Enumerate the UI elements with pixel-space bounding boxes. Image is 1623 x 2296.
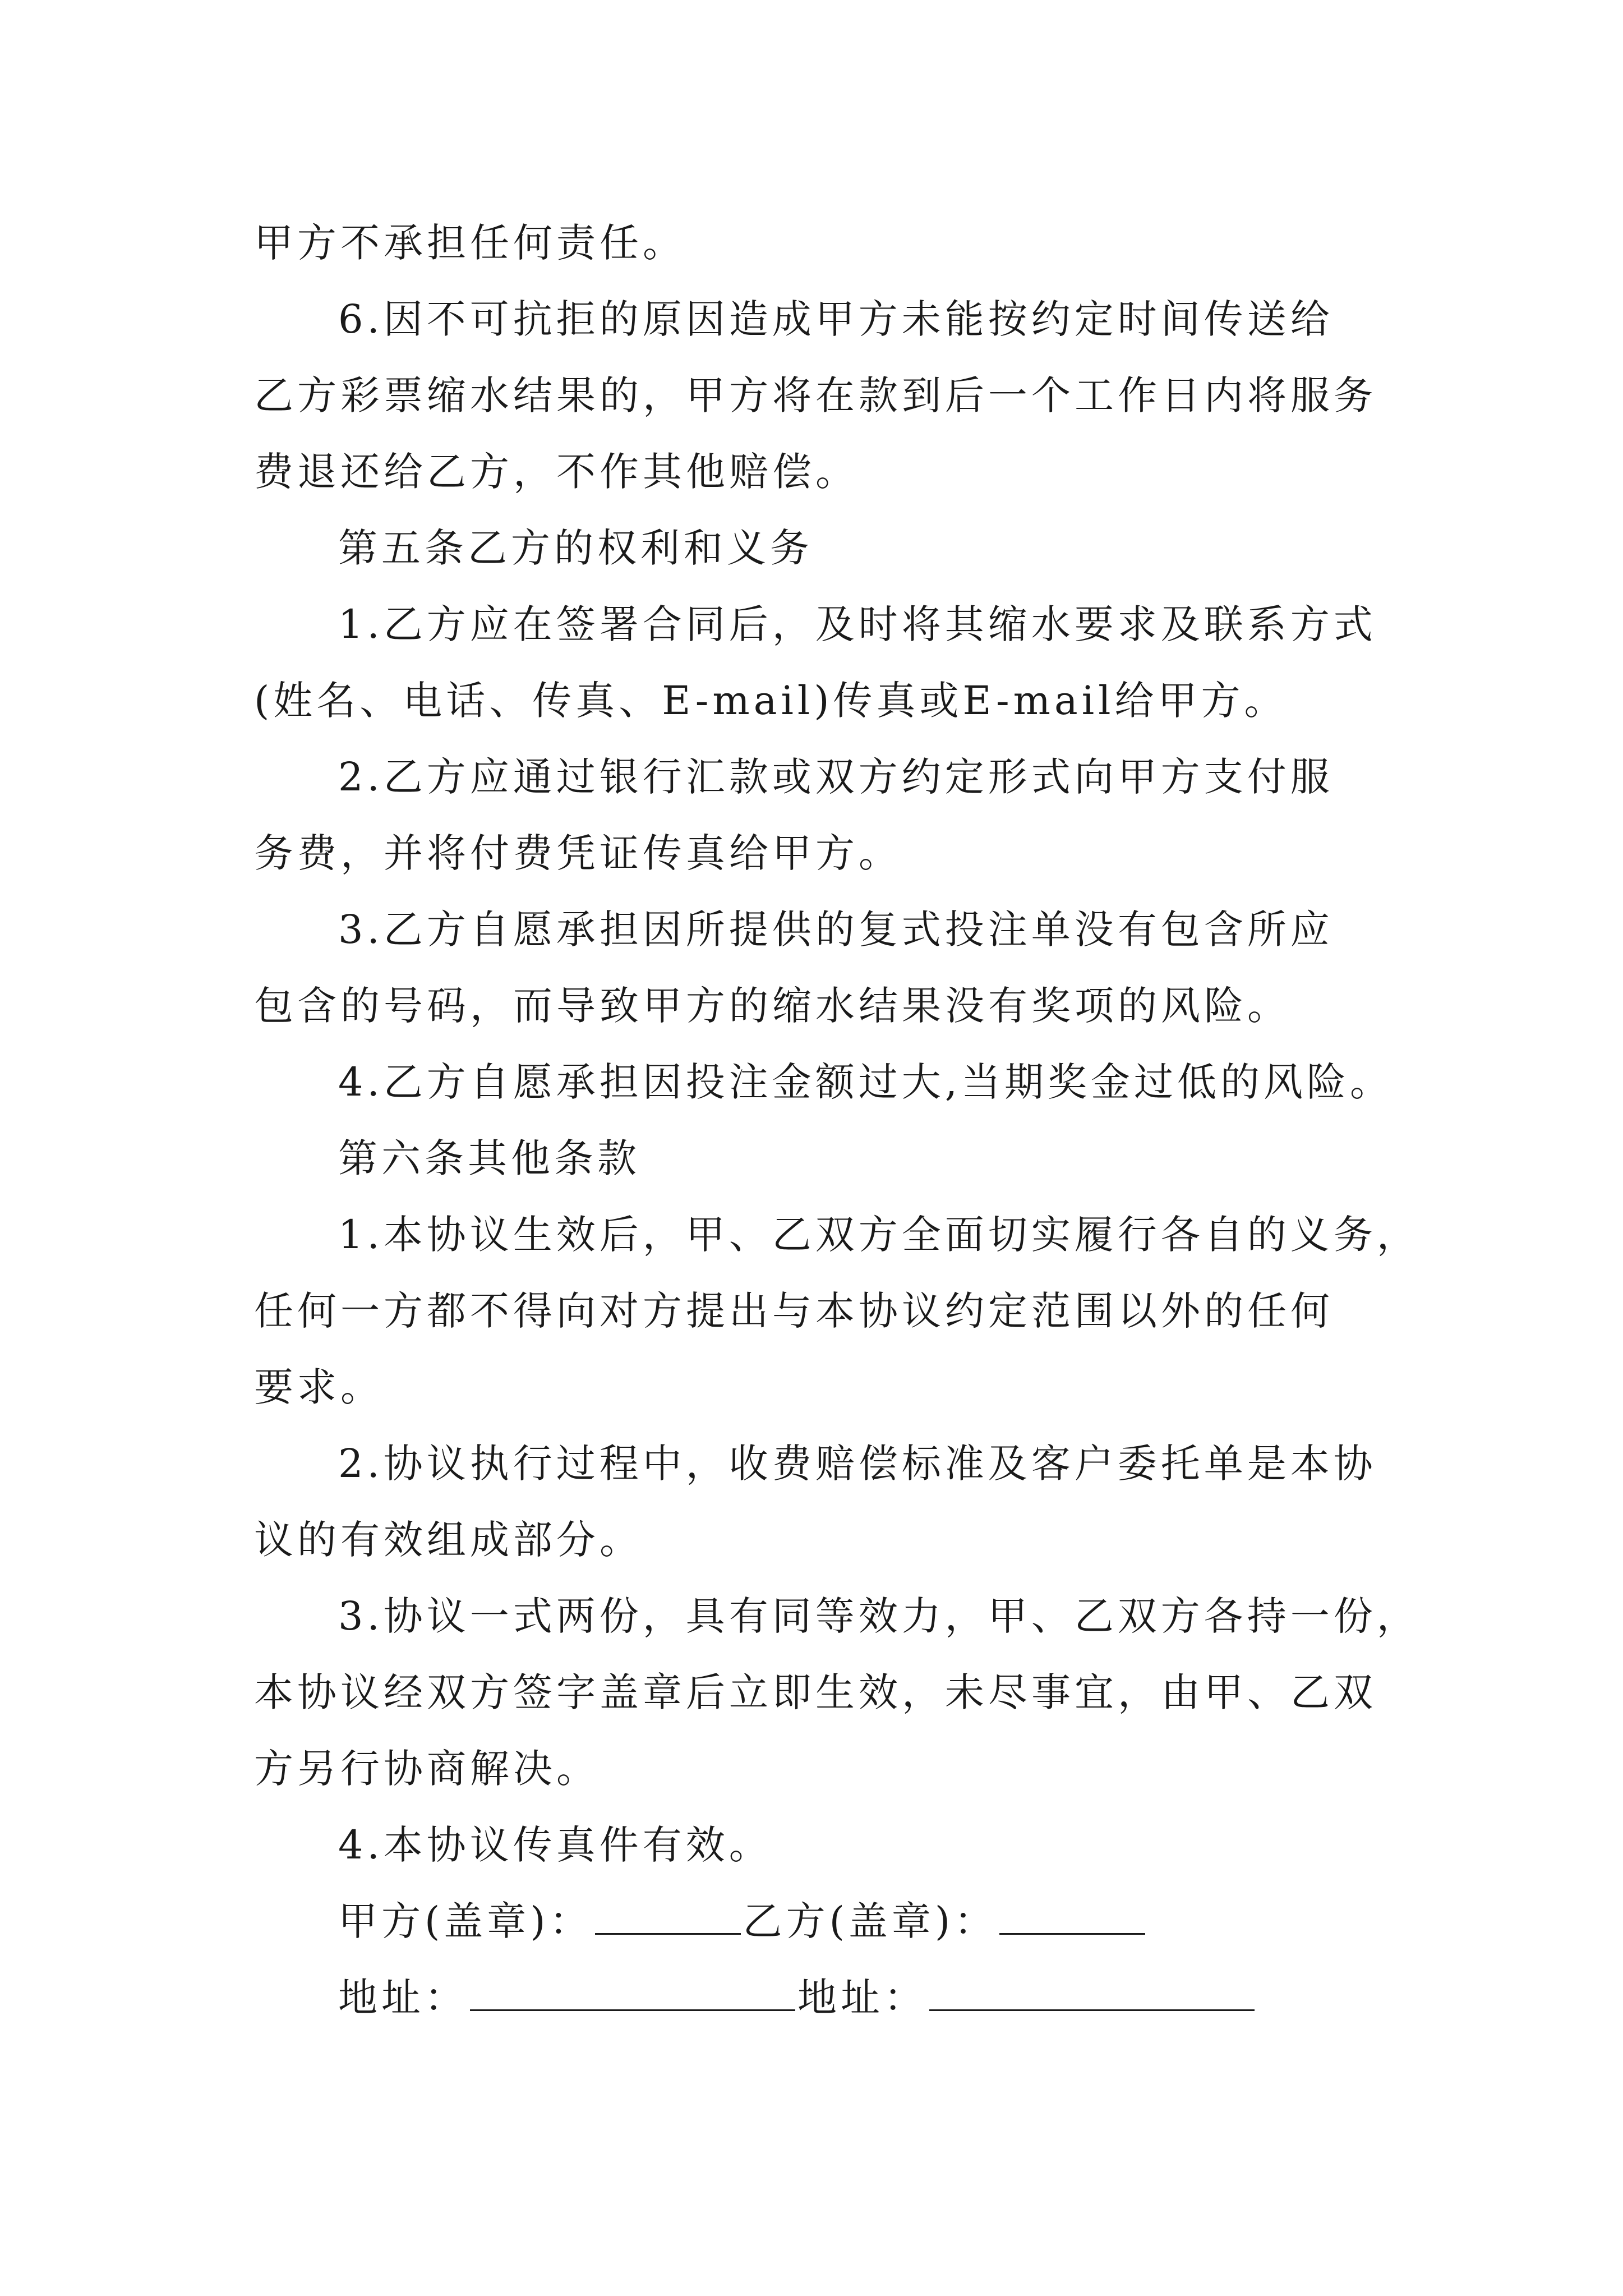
text-line: 甲方不承担任何责任。 [254, 220, 686, 266]
text-line: 要求。 [254, 1364, 384, 1410]
text-line: 6.因不可抗拒的原因造成甲方未能按约定时间传送给 [338, 296, 1334, 342]
text-line: 2.协议执行过程中，收费赔偿标准及客户委托单是本协 [338, 1441, 1377, 1487]
text-line: 4.本协议传真件有效。 [338, 1822, 772, 1868]
party-b-seal-label: 乙方(盖章)： [743, 1898, 998, 1944]
text-line: 包含的号码，而导致甲方的缩水结果没有奖项的风险。 [254, 983, 1290, 1029]
party-a-seal-blank [595, 1899, 741, 1935]
section-heading: 第六条其他条款 [338, 1135, 640, 1181]
party-b-address-label: 地址： [797, 1975, 927, 2021]
text-line: 1.乙方应在签署合同后，及时将其缩水要求及联系方式 [338, 601, 1377, 647]
party-a-seal-label: 甲方(盖章)： [338, 1898, 593, 1944]
text-line: 4.乙方自愿承担因投注金额过大,当期奖金过低的风险。 [338, 1059, 1394, 1105]
text-line: 务费，并将付费凭证传真给甲方。 [254, 830, 902, 876]
party-a-address-label: 地址： [338, 1975, 468, 2021]
text-line: 本协议经双方签字盖章后立即生效，未尽事宜，由甲、乙双 [254, 1669, 1377, 1715]
seal-signature-row [254, 1883, 1387, 1959]
address-row [254, 1959, 1387, 2036]
party-a-address-blank [470, 1976, 795, 2011]
text-line: 方另行协商解决。 [254, 1746, 600, 1792]
text-line: 议的有效组成部分。 [254, 1517, 643, 1563]
section-heading: 第五条乙方的权利和义务 [338, 525, 813, 571]
text-line: 3.协议一式两份，具有同等效力，甲、乙双方各持一份， [338, 1593, 1420, 1639]
text-line: 1.本协议生效后，甲、乙双方全面切实履行各自的义务， [338, 1212, 1420, 1258]
text-line: 3.乙方自愿承担因所提供的复式投注单没有包含所应 [338, 907, 1334, 953]
text-line: 费退还给乙方，不作其他赔偿。 [254, 449, 859, 495]
party-b-seal-blank [999, 1899, 1145, 1935]
document-body [254, 205, 1420, 2036]
party-b-address-blank [929, 1976, 1255, 2011]
text-line: 乙方彩票缩水结果的，甲方将在款到后一个工作日内将服务 [254, 372, 1377, 418]
text-line: (姓名、电话、传真、E-mail)传真或E-mail给甲方。 [254, 678, 1288, 724]
text-line: 任何一方都不得向对方提出与本协议约定范围以外的任何 [254, 1288, 1334, 1334]
text-line: 2.乙方应通过银行汇款或双方约定形式向甲方支付服 [338, 754, 1334, 800]
